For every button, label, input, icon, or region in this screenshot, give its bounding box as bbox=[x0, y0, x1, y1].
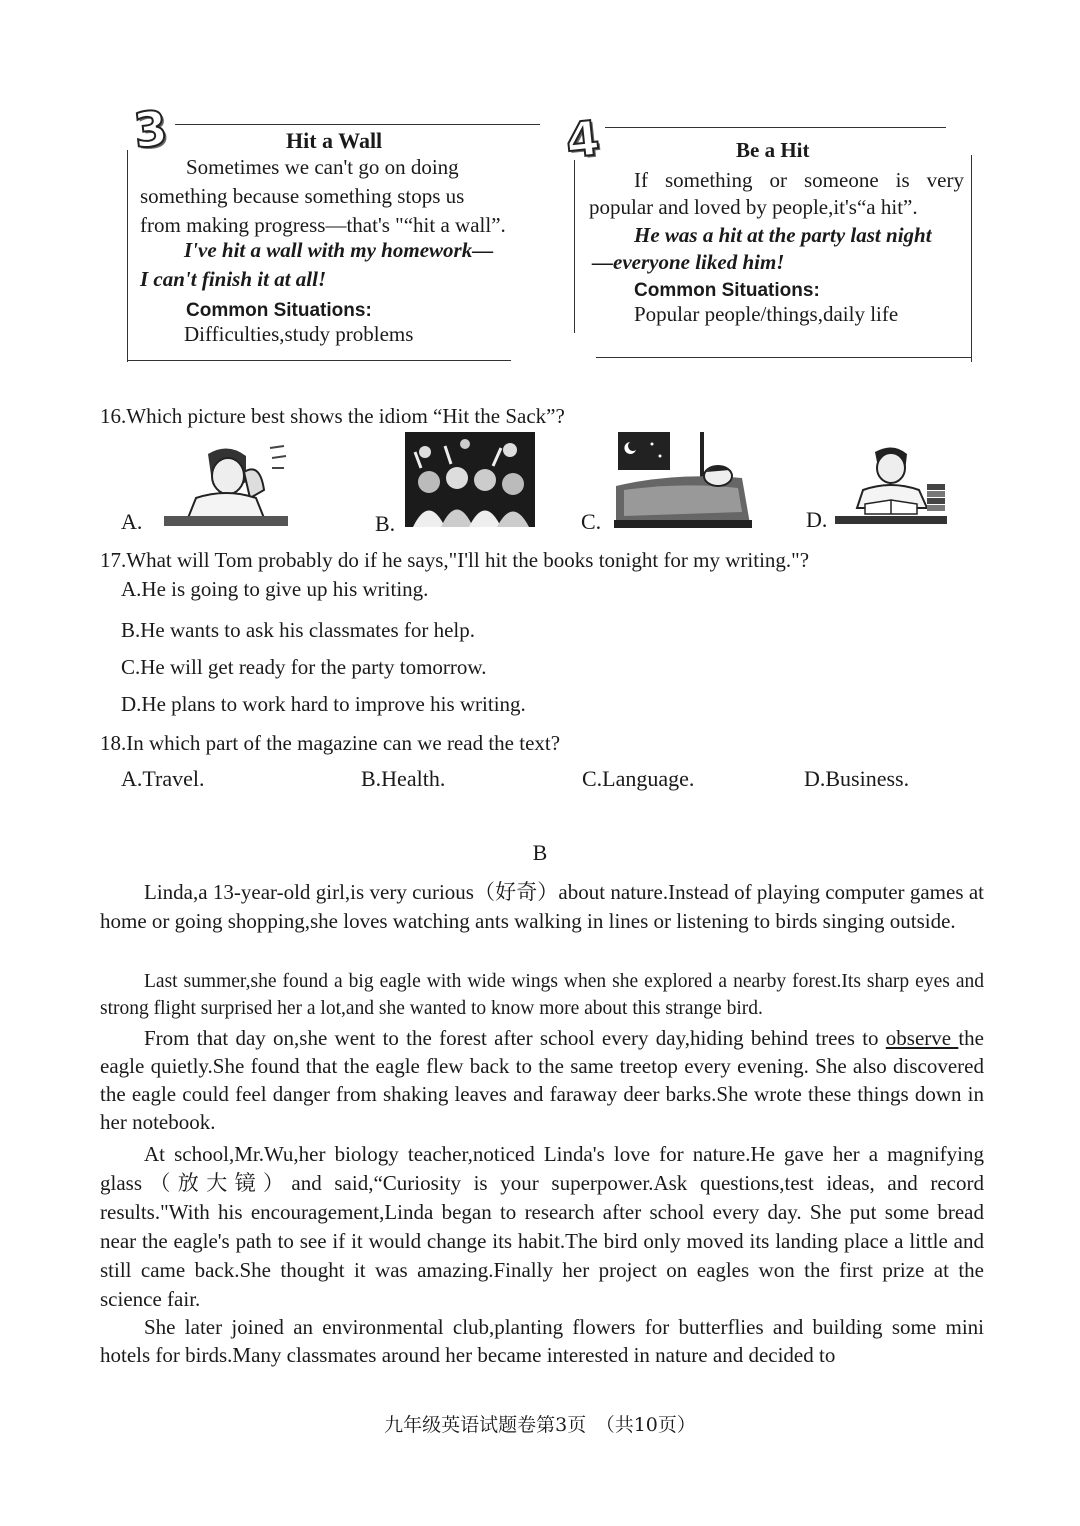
question-17-option-b: B.He wants to ask his classmates for help. bbox=[121, 618, 476, 642]
paragraph-text: the eagle quietly.She found that the eagle flew back to the same treetop every evening. She also discovered the eagle could feel danger from shaking leaves and faraway deer barks.She wrote these things down in her notebook. bbox=[100, 1026, 984, 1134]
box-text-line: something because something stops us bbox=[140, 184, 465, 208]
underlined-word-observe: observe bbox=[885, 1026, 959, 1050]
passage-paragraph-3 bbox=[100, 1024, 984, 1136]
passage-paragraph-2 bbox=[100, 968, 984, 1022]
question-17-option-a: A.He is going to give up his writing. bbox=[121, 577, 429, 601]
box-situations: Popular people/things,daily life bbox=[634, 302, 899, 326]
box-top-border bbox=[175, 124, 540, 125]
passage-paragraph-5 bbox=[100, 1313, 984, 1369]
box-top-border bbox=[605, 127, 946, 128]
question-16-stem: 16.Which picture best shows the idiom “Hit the Sack”? bbox=[100, 404, 565, 428]
option-d-label: D. bbox=[806, 507, 828, 532]
paragraph-text: She later joined an environmental club,planting flowers for butterflies and building some mini hotels for birds.Many classmates around her became interested in nature and decided to bbox=[100, 1315, 984, 1367]
box-example-line: He was a hit at the party last night bbox=[634, 223, 932, 247]
question-18-option-d: D.Business. bbox=[804, 766, 910, 791]
option-b-label: B. bbox=[375, 511, 396, 536]
box-number-4: 4 bbox=[563, 110, 603, 170]
box-situations-label: Common Situations: bbox=[634, 280, 820, 301]
question-17-option-d: D.He plans to work hard to improve his writing. bbox=[121, 692, 526, 716]
box-title: Hit a Wall bbox=[286, 128, 383, 153]
box-right-border bbox=[971, 155, 972, 362]
paragraph-text: Linda,a 13-year-old girl,is very curious（好奇）about nature.Instead of playing computer games at home or going shopping,she loves watching ants walking in lines or listening to birds singing outside. bbox=[100, 880, 984, 933]
box-bottom-border bbox=[127, 360, 511, 361]
box-number-3: 3 bbox=[131, 100, 171, 160]
question-18-option-c: C.Language. bbox=[582, 766, 695, 791]
paragraph-text: At school,Mr.Wu,her biology teacher,noticed Linda's love for nature.He gave her a magnifying glass（放大镜）and said,“Curiosity is your superpower.Ask questions,test ideas, and record results."With his encouragement,Linda began to research after school every day. She put some bread near the eagle's path to see if it would change its habit.The bird only moved its landing place a little and still came back.She thought it was amazing.Finally her project on eagles won the first prize at the science fair. bbox=[100, 1142, 984, 1311]
option-c-label: C. bbox=[581, 509, 602, 534]
box-left-border bbox=[127, 150, 128, 362]
box-left-border bbox=[574, 160, 575, 333]
picture-d-student-studying bbox=[835, 444, 947, 528]
box-text-line: Sometimes we can't go on doing bbox=[186, 155, 459, 179]
question-18-option-a: A.Travel. bbox=[121, 766, 205, 791]
box-example-line: I can't finish it at all! bbox=[140, 267, 327, 291]
passage-paragraph-1 bbox=[100, 878, 984, 936]
box-situations: Difficulties,study problems bbox=[184, 322, 414, 346]
page-footer: 九年级英语试题卷第3页 （共10页） bbox=[384, 1414, 696, 1436]
paragraph-text: From that day on,she went to the forest after school every day,hiding behind trees to bbox=[144, 1026, 886, 1050]
box-example-line: —everyone liked him! bbox=[592, 250, 785, 274]
picture-c-person-sleeping-in-bed bbox=[614, 432, 752, 528]
question-18-option-b: B.Health. bbox=[361, 766, 446, 791]
question-17-option-c: C.He will get ready for the party tomorrow. bbox=[121, 655, 487, 679]
picture-b-party-crowd bbox=[405, 432, 535, 527]
box-situations-label: Common Situations: bbox=[186, 300, 372, 321]
box-text-line: from making progress—that's "“hit a wall”. bbox=[140, 213, 506, 237]
box-title: Be a Hit bbox=[736, 138, 810, 162]
box-bottom-border bbox=[596, 357, 972, 358]
box-text-line: popular and loved by people,it's“a hit”. bbox=[589, 195, 918, 219]
picture-a-student-tired-at-desk bbox=[160, 442, 290, 528]
box-text-line: If something or someone is very bbox=[634, 168, 964, 192]
option-a-label: A. bbox=[121, 509, 143, 534]
question-18-stem: 18.In which part of the magazine can we read the text? bbox=[100, 731, 561, 755]
box-example-line: I've hit a wall with my homework— bbox=[184, 238, 494, 262]
question-17-stem: 17.What will Tom probably do if he says,"I'll hit the books tonight for my writing."? bbox=[100, 548, 810, 572]
paragraph-text: Last summer,she found a big eagle with wide wings when she explored a nearby forest.Its sharp eyes and strong flight surprised her a lot,and she wanted to know more about this strange bird. bbox=[100, 971, 984, 1019]
passage-paragraph-4 bbox=[100, 1140, 984, 1314]
section-b-heading: B bbox=[532, 840, 548, 865]
